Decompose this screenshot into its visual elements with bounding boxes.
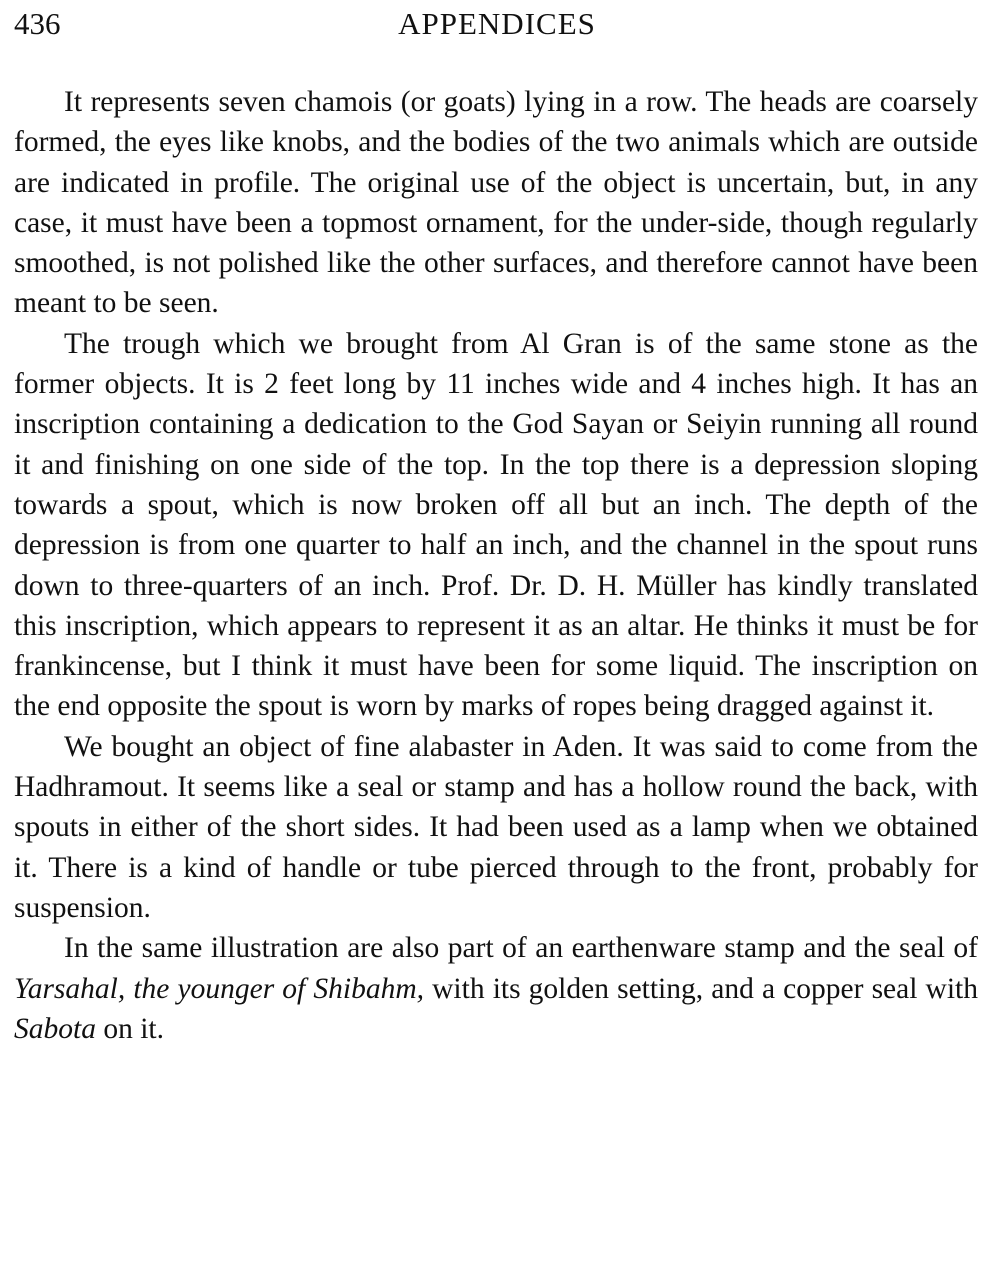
running-title: APPENDICES	[398, 6, 596, 41]
paragraph-alabaster: We bought an object of fine alabaster in Aden. It was said to come from the Hadhramout. It seems like a seal or stamp and has a hollow round the back, with spouts in either of the short sides. It had been used as a lamp when we obtained it. There is a kind of handle or tube pierced through to the front, probably for suspension.	[14, 730, 978, 924]
seals-italic-sabota: Sabota	[14, 1012, 96, 1045]
body-text	[14, 82, 978, 1049]
page-number: 436	[14, 6, 61, 41]
seals-text-1: In the same illustration are also part of an earthenware stamp and the seal of	[64, 932, 978, 965]
seals-text-2: with its golden setting, and a copper seal with	[424, 972, 978, 1005]
paragraph-chamois: It represents seven chamois (or goats) lying in a row. The heads are coarsely formed, the eyes like knobs, and the bodies of the two animals which are outside are indicated in profile. The original use of the object is uncertain, but, in any case, it must have been a topmost ornament, for the under-side, though regularly smoothed, is not polished like the other surfaces, and therefore cannot have been meant to be seen.	[14, 86, 978, 320]
seals-italic-yarsahal: Yarsahal, the younger of Shibahm,	[14, 972, 424, 1005]
page-header	[14, 6, 980, 46]
paragraph-seals	[14, 928, 978, 1049]
paragraph-trough: The trough which we brought from Al Gran is of the same stone as the former objects. It is 2 feet long by 11 inches wide and 4 inches high. It has an inscription containing a dedication to the God Sayan or Seiyin running all round it and finishing on one side of the top. In the top there is a depression sloping towards a spout, which is now broken off all but an inch. The depth of the depression is from one quarter to half an inch, and the channel in the spout runs down to three-quarters of an inch. Prof. Dr. D. H. Müller has kindly translated this inscription, which appears to represent it as an altar. He thinks it must be for frankincense, but I think it must have been for some liquid. The inscription on the end opposite the spout is worn by marks of ropes being dragged against it.	[14, 327, 978, 723]
seals-text-3: on it.	[95, 1012, 164, 1045]
